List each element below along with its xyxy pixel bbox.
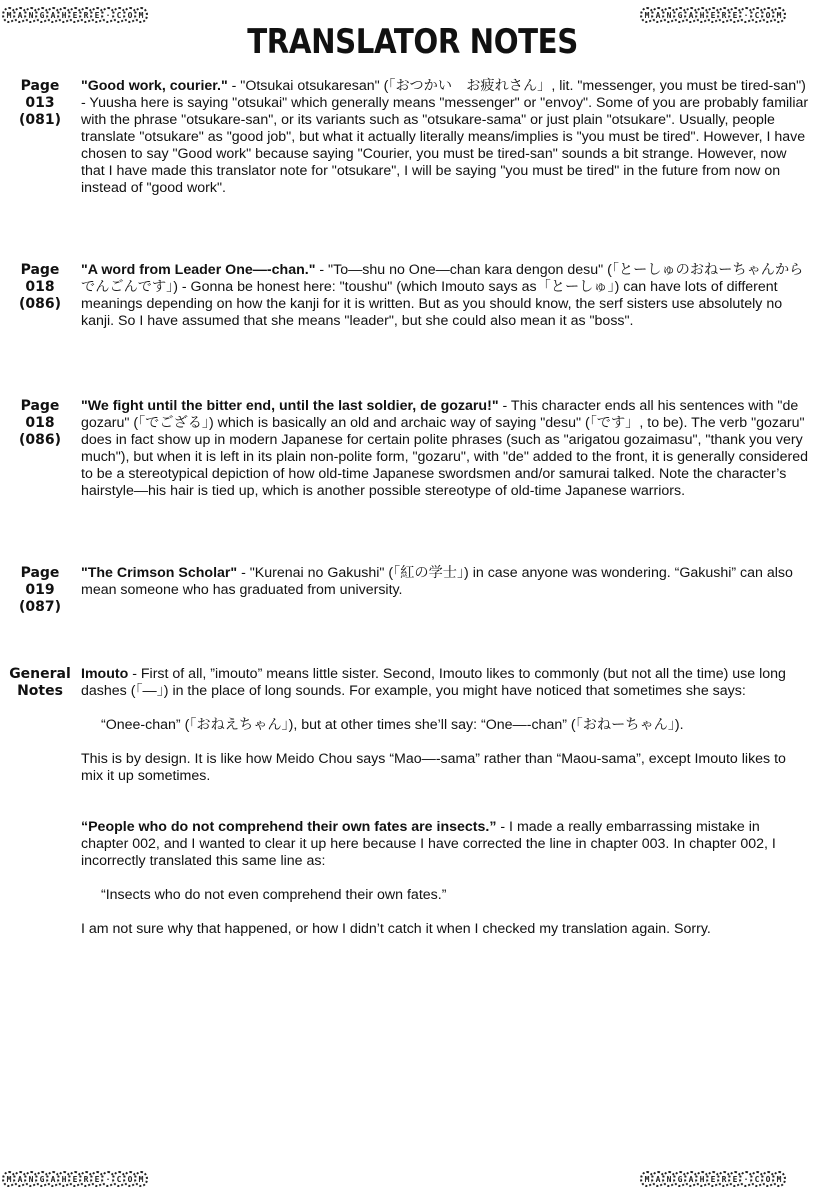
watermark-letter: C <box>112 1171 126 1187</box>
note-paragraph <box>81 78 811 197</box>
general-notes-body <box>81 666 811 938</box>
watermark-letter: N <box>662 1171 676 1187</box>
watermark-letter: M <box>772 1171 786 1187</box>
watermark-letter: E <box>706 7 720 23</box>
watermark-letter: N <box>24 1171 38 1187</box>
watermark-letter: R <box>717 1171 731 1187</box>
watermark-letter: M <box>640 7 654 23</box>
page-label-word: Page <box>20 262 60 278</box>
notes-label-word: Notes <box>17 683 63 699</box>
watermark-letter: G <box>35 1171 49 1187</box>
page-label-raw-number: (086) <box>18 432 62 448</box>
note-heading: "We fight until the bitter end, until the last soldier, de gozaru!" <box>81 398 499 414</box>
page-label <box>0 262 80 313</box>
watermark-letter: O <box>761 1171 775 1187</box>
page-label-number: 019 <box>25 582 55 598</box>
watermark-letter: E <box>90 1171 104 1187</box>
watermark-letter: E <box>68 1171 82 1187</box>
watermark-letter: A <box>684 1171 698 1187</box>
watermark-letter: H <box>57 7 71 23</box>
spacer <box>81 785 811 802</box>
insects-closing: I am not sure why that happened, or how I didn’t catch it when I checked my translation again. Sorry. <box>81 921 711 937</box>
spacer <box>81 904 811 921</box>
note-text: - "To—shu no One—chan kara dengon desu" (「とーしゅのおねーちゃんからでんごんです」) - Gonna be honest here: "toushu" (which Imouto says as「とーしゅ」) can have lots of different meanings depending on how the kanji for it is written. But as you should know, the serf sisters use absolutely no kanji. So I have assumed that she means "leader", but she could also mean it as "boss". <box>81 262 804 329</box>
spacer <box>81 734 811 751</box>
watermark-letter: M <box>134 7 148 23</box>
insects-paragraph <box>81 819 811 870</box>
imouto-example: “Onee-chan” (「おねえちゃん」), but at other times she’ll say: “One—-chan” (「おねーちゃん」). <box>101 717 684 733</box>
note-body <box>81 262 811 330</box>
watermark-letter: E <box>68 7 82 23</box>
watermark-logo-bottom-left <box>2 1170 148 1188</box>
watermark-letter: E <box>728 1171 742 1187</box>
page-label-number: 013 <box>25 95 55 111</box>
watermark-letter: A <box>46 1171 60 1187</box>
insects-heading: “People who do not comprehend their own fates are insects.” <box>81 819 497 835</box>
watermark-letter: O <box>123 1171 137 1187</box>
watermark-letter: C <box>750 7 764 23</box>
watermark-letter: N <box>24 7 38 23</box>
watermark-letter: N <box>662 7 676 23</box>
insects-quote: “Insects who do not even comprehend their own fates.” <box>101 887 447 903</box>
page-label-word: Page <box>20 565 60 581</box>
watermark-letter: G <box>35 7 49 23</box>
general-notes-label <box>0 666 80 700</box>
watermark-letter: A <box>651 1171 665 1187</box>
watermark-letter: C <box>112 7 126 23</box>
page-label <box>0 398 80 449</box>
general-label-word: General <box>9 666 71 682</box>
page-label-number: 018 <box>25 415 55 431</box>
insects-text: - I made a really embarrassing mistake in chapter 002, and I wanted to clear it up here because I have corrected the line in chapter 003. In chapter 002, I incorrectly translated this same line as: <box>81 819 776 869</box>
watermark-letter: R <box>717 7 731 23</box>
watermark-letter: · <box>739 1171 753 1187</box>
watermark-letter: H <box>695 7 709 23</box>
note-body <box>81 398 811 500</box>
note-text: - "Kurenai no Gakushi" (「紅の学士」) in case anyone was wondering. “Gakushi” can also mean someone who has graduated from university. <box>81 565 793 598</box>
watermark-letter: C <box>750 1171 764 1187</box>
watermark-letter: M <box>2 7 16 23</box>
imouto-paragraph <box>81 666 811 700</box>
note-heading: "A word from Leader One—-chan." <box>81 262 316 278</box>
spacer <box>81 700 811 717</box>
watermark-letter: O <box>123 7 137 23</box>
page-label-raw-number: (087) <box>18 599 62 615</box>
note-paragraph <box>81 398 811 500</box>
watermark-letter: G <box>673 1171 687 1187</box>
watermark-letter: E <box>706 1171 720 1187</box>
note-heading: "Good work, courier." <box>81 78 228 94</box>
watermark-letter: M <box>2 1171 16 1187</box>
note-paragraph <box>81 262 811 330</box>
watermark-letter: G <box>673 7 687 23</box>
watermark-letter: A <box>13 1171 27 1187</box>
watermark-letter: H <box>57 1171 71 1187</box>
note-heading: "The Crimson Scholar" <box>81 565 238 581</box>
watermark-letter: R <box>79 7 93 23</box>
watermark-letter: R <box>79 1171 93 1187</box>
imouto-text: - First of all, ”imouto” means little sister. Second, Imouto likes to commonly (but not all the time) use long dashes (「—」) in the place of long sounds. For example, you might have noticed that sometimes she says: <box>81 666 786 699</box>
watermark-logo-bottom-right <box>640 1170 786 1188</box>
watermark-letter: · <box>739 7 753 23</box>
page-label-raw-number: (086) <box>18 296 62 312</box>
note-paragraph <box>81 565 811 599</box>
watermark-letter: A <box>46 7 60 23</box>
page-label-raw-number: (081) <box>18 112 62 128</box>
note-text: - This character ends all his sentences with "de gozaru" (「でござる」) which is basically an old and archaic way of saying "desu" (「です」, to be). The verb "gozaru" does in fact show up in modern Japanese for certain polite phrases (such as "arigatou gozaimasu", "thank you very much"), but when it is left in its plain non-polite form, "gozaru", with "de" added to the front, it is generally considered to be a stereotypical depiction of how old-time Japanese swordsmen and/or samurai talked. Note the character’s hairstyle—his hair is tied up, which is another possible stereotype of old-time Japanese warriors. <box>81 398 809 499</box>
watermark-letter: A <box>651 7 665 23</box>
watermark-letter: A <box>684 7 698 23</box>
imouto-heading: Imouto <box>81 666 129 682</box>
watermark-letter: E <box>728 7 742 23</box>
watermark-letter: · <box>101 1171 115 1187</box>
watermark-letter: H <box>695 1171 709 1187</box>
watermark-letter: M <box>640 1171 654 1187</box>
spacer <box>81 802 811 819</box>
spacer <box>81 870 811 887</box>
page-title: TRANSLATOR NOTES <box>247 22 578 62</box>
watermark-letter: M <box>772 7 786 23</box>
page-label <box>0 565 80 616</box>
watermark-letter: O <box>761 7 775 23</box>
page-label-word: Page <box>20 78 60 94</box>
watermark-letter: A <box>13 7 27 23</box>
note-body <box>81 78 811 197</box>
watermark-letter: E <box>90 7 104 23</box>
page-label-number: 018 <box>25 279 55 295</box>
page-label <box>0 78 80 129</box>
page-label-word: Page <box>20 398 60 414</box>
imouto-closing: This is by design. It is like how Meido Chou says “Mao—-sama” rather than “Maou-sama”, except Imouto likes to mix it up sometimes. <box>81 751 786 784</box>
note-text: - "Otsukai otsukaresan" (「おつかい お疲れさん」, lit. "messenger, you must be tired-san") - Yuusha here is saying "otsukai" which generally means "messenger" or "envoy". Some of you are probably familiar with the phrase "otsukare-san", or its variants such as "otsukare-sama" or just plain "otsukare". Usually, people translate "otsukare" as "good job", but what it actually literally means/implies is "you must be tired". However, I have chosen to say "Good work" because saying "Courier, you must be tired-san" sounds a bit strange. However, now that I have made this translator note for "otsukare", I will be saying "you must be tired" in the future from now on instead of "good work". <box>81 78 809 196</box>
note-body <box>81 565 811 599</box>
watermark-letter: M <box>134 1171 148 1187</box>
watermark-letter: · <box>101 7 115 23</box>
